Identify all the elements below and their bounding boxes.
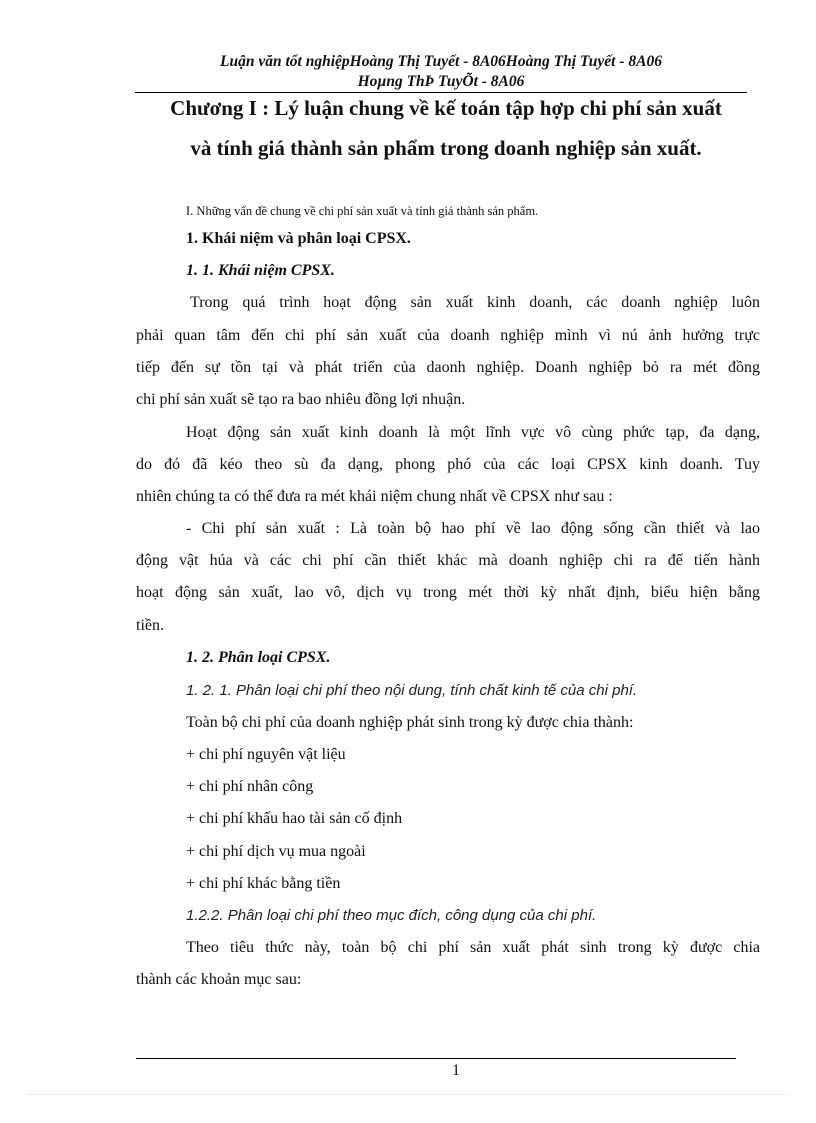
paragraph-3-line-4: tiền. bbox=[136, 617, 164, 634]
list-item: + chi phí dịch vụ mua ngoài bbox=[186, 843, 366, 860]
paragraph-1-line-2: phải quan tâm đến chi phí sản xuất của doanh nghiệp mình vì nú ảnh hưởng trực bbox=[136, 327, 760, 344]
footer-divider bbox=[136, 1058, 736, 1059]
list-item: + chi phí khấu hao tài sản cố định bbox=[186, 810, 403, 827]
paragraph-3-line-1: - Chi phí sản xuất : Là toàn bộ hao phí về lao động sống cần thiết và lao bbox=[186, 520, 760, 537]
paragraph-1-line-3: tiếp đến sự tồn tại và phát triển của daonh nghiệp. Doanh nghiệp bỏ ra mét đồng bbox=[136, 359, 760, 376]
paragraph-3-line-2: động vật húa và các chi phí cần thiết khác mà doanh nghiệp chi ra để tiến hành bbox=[136, 552, 760, 569]
paragraph-5-line-2: thành các khoản mục sau: bbox=[136, 971, 302, 988]
paragraph-2-line-3: nhiên chúng ta có thể đưa ra mét khái niệm chung nhất về CPSX như sau : bbox=[136, 488, 613, 505]
paragraph-1-line-1: Trong quá trình hoạt động sản xuất kinh doanh, các doanh nghiệp luôn bbox=[190, 294, 760, 311]
heading-1-2-1: 1. 2. 1. Phân loại chi phí theo nội dung, tính chất kinh tế của chi phí. bbox=[186, 682, 638, 699]
heading-1: 1. Khái niệm và phân loại CPSX. bbox=[186, 230, 411, 247]
paragraph-4: Toàn bộ chi phí của doanh nghiệp phát sinh trong kỳ được chia thành: bbox=[186, 714, 634, 731]
heading-1-2-2: 1.2.2. Phân loại chi phí theo mục đích, công dụng của chi phí. bbox=[186, 907, 597, 924]
heading-1-1: 1. 1. Khái niệm CPSX. bbox=[186, 262, 335, 279]
heading-1-2: 1. 2. Phân loại CPSX. bbox=[186, 649, 331, 666]
paragraph-2-line-1: Hoạt động sản xuất kinh doanh là một lĩnh vực vô cùng phức tạp, đa dạng, bbox=[186, 424, 760, 441]
paragraph-3-line-3: hoạt động sản xuất, lao vô, dịch vụ trong mét thời kỳ nhất định, biểu hiện bằng bbox=[136, 584, 760, 601]
paragraph-2-line-2: do đó đã kéo theo sù đa dạng, phong phó của các loại CPSX kinh doanh. Tuy bbox=[136, 456, 760, 473]
chapter-title-line-2: và tính giá thành sản phẩm trong doanh nghiệp sản xuất. bbox=[190, 136, 702, 160]
page-number: 1 bbox=[452, 1062, 460, 1079]
running-header-line-1: Luận văn tốt nghiệpHoàng Thị Tuyết - 8A06Hoàng Thị Tuyết - 8A06 bbox=[220, 53, 662, 70]
paragraph-1-line-4: chi phí sản xuất sẽ tạo ra bao nhiêu đồng lợi nhuận. bbox=[136, 391, 466, 408]
list-item: + chi phí nhân công bbox=[186, 778, 314, 795]
section-heading-i: I. Những vấn đề chung về chi phí sản xuất và tính giá thành sản phẩm. bbox=[186, 204, 539, 218]
running-header-line-2: Hoµng ThÞ TuyÕt - 8A06 bbox=[357, 73, 525, 90]
chapter-title-line-1: Chương I : Lý luận chung về kế toán tập hợp chi phí sản xuất bbox=[170, 96, 722, 120]
header-divider bbox=[135, 92, 747, 93]
paragraph-5-line-1: Theo tiêu thức này, toàn bộ chi phí sản xuất phát sinh trong kỳ được chia bbox=[186, 939, 760, 956]
page-bottom-border bbox=[28, 1094, 788, 1095]
list-item: + chi phí khác bằng tiền bbox=[186, 875, 341, 892]
list-item: + chi phí nguyên vật liệu bbox=[186, 746, 346, 763]
